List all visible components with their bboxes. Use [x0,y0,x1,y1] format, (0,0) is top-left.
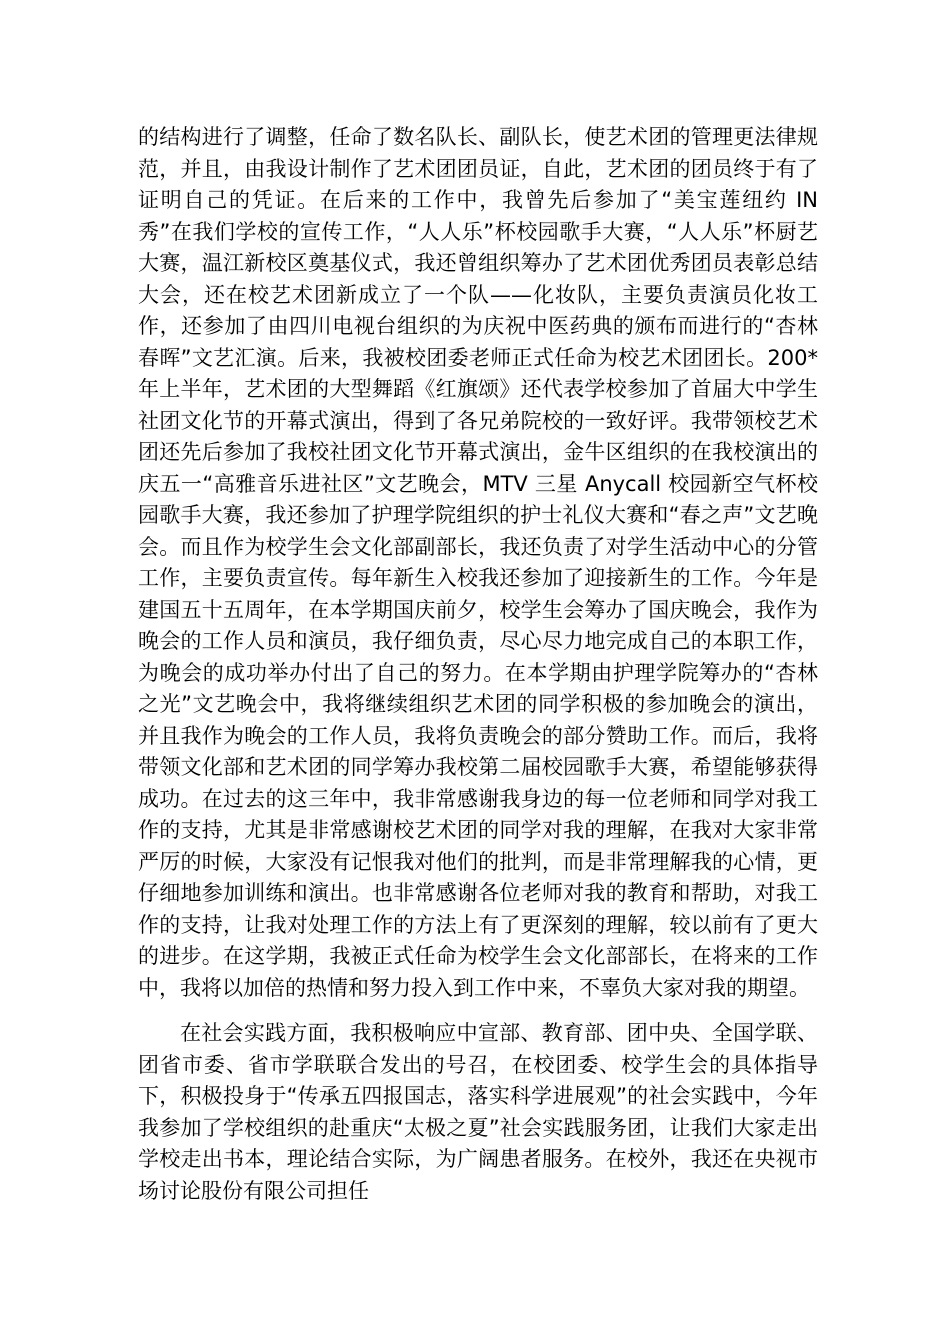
paragraph-social-practice: 在社会实践方面，我积极响应中宣部、教育部、团中央、全国学联、团省市委、省市学联联合发出的号召，在校团委、校学生会的具体指导下，积极投身于“传承五四报国志，落实科学进展观”的社会实践中，今年我参加了学校组织的赴重庆“太极之夏”社会实践服务团，让我们大家走出学校走出书本，理论结合实际，为广阔患者服务。在校外，我还在央视市场讨论股份有限公司担任 [138,1021,818,1203]
document-body [138,122,818,1207]
paragraph-activities: 的结构进行了调整，任命了数名队长、副队长，使艺术团的管理更法律规范，并且，由我设计制作了艺术团团员证，自此，艺术团的团员终于有了证明自己的凭证。在后来的工作中，我曾先后参加了“美宝莲纽约 IN 秀”在我们学校的宣传工作，“人人乐”杯校园歌手大赛，“人人乐”杯厨艺大赛，温江新校区奠基仪式，我还曾组织筹办了艺术团优秀团员表彰总结大会，还在校艺术团新成立了一个队——化妆队，主要负责演员化妆工作，还参加了由四川电视台组织的为庆祝中医药典的颁布而进行的“杏林春晖”文艺汇演。后来，我被校团委老师正式任命为校艺术团团长。200*年上半年，艺术团的大型舞蹈《红旗颂》还代表学校参加了首届大中学生社团文化节的开幕式演出，得到了各兄弟院校的一致好评。我带领校艺术团还先后参加了我校社团文化节开幕式演出，金牛区组织的在我校演出的庆五一“高雅音乐进社区”文艺晚会，MTV 三星 Anycall 校园新空气杯校园歌手大赛，我还参加了护理学院组织的护士礼仪大赛和“春之声”文艺晚会。而且作为校学生会文化部副部长，我还负责了对学生活动中心的分管工作，主要负责宣传。每年新生入校我还参加了迎接新生的工作。今年是建国五十五周年，在本学期国庆前夕，校学生会筹办了国庆晚会，我作为晚会的工作人员和演员，我仔细负责，尽心尽力地完成自己的本职工作，为晚会的成功举办付出了自己的努力。在本学期由护理学院筹办的“杏林之光”文艺晚会中，我将继续组织艺术团的同学积极的参加晚会的演出，并且我作为晚会的工作人员，我将负责晚会的部分赞助工作。而后，我将带领文化部和艺术团的同学筹办我校第二届校园歌手大赛，希望能够获得成功。在过去的这三年中，我非常感谢我身边的每一位老师和同学对我工作的支持，尤其是非常感谢校艺术团的同学对我的理解，在我对大家非常严厉的时候，大家没有记恨我对他们的批判，而是非常理解我的心情，更仔细地参加训练和演出。也非常感谢各位老师对我的教育和帮助，对我工作的支持，让我对处理工作的方法上有了更深刻的理解，较以前有了更大的进步。在这学期，我被正式任命为校学生会文化部部长，在将来的工作中，我将以加倍的热情和努力投入到工作中来，不辜负大家对我的期望。 [138,125,818,1000]
